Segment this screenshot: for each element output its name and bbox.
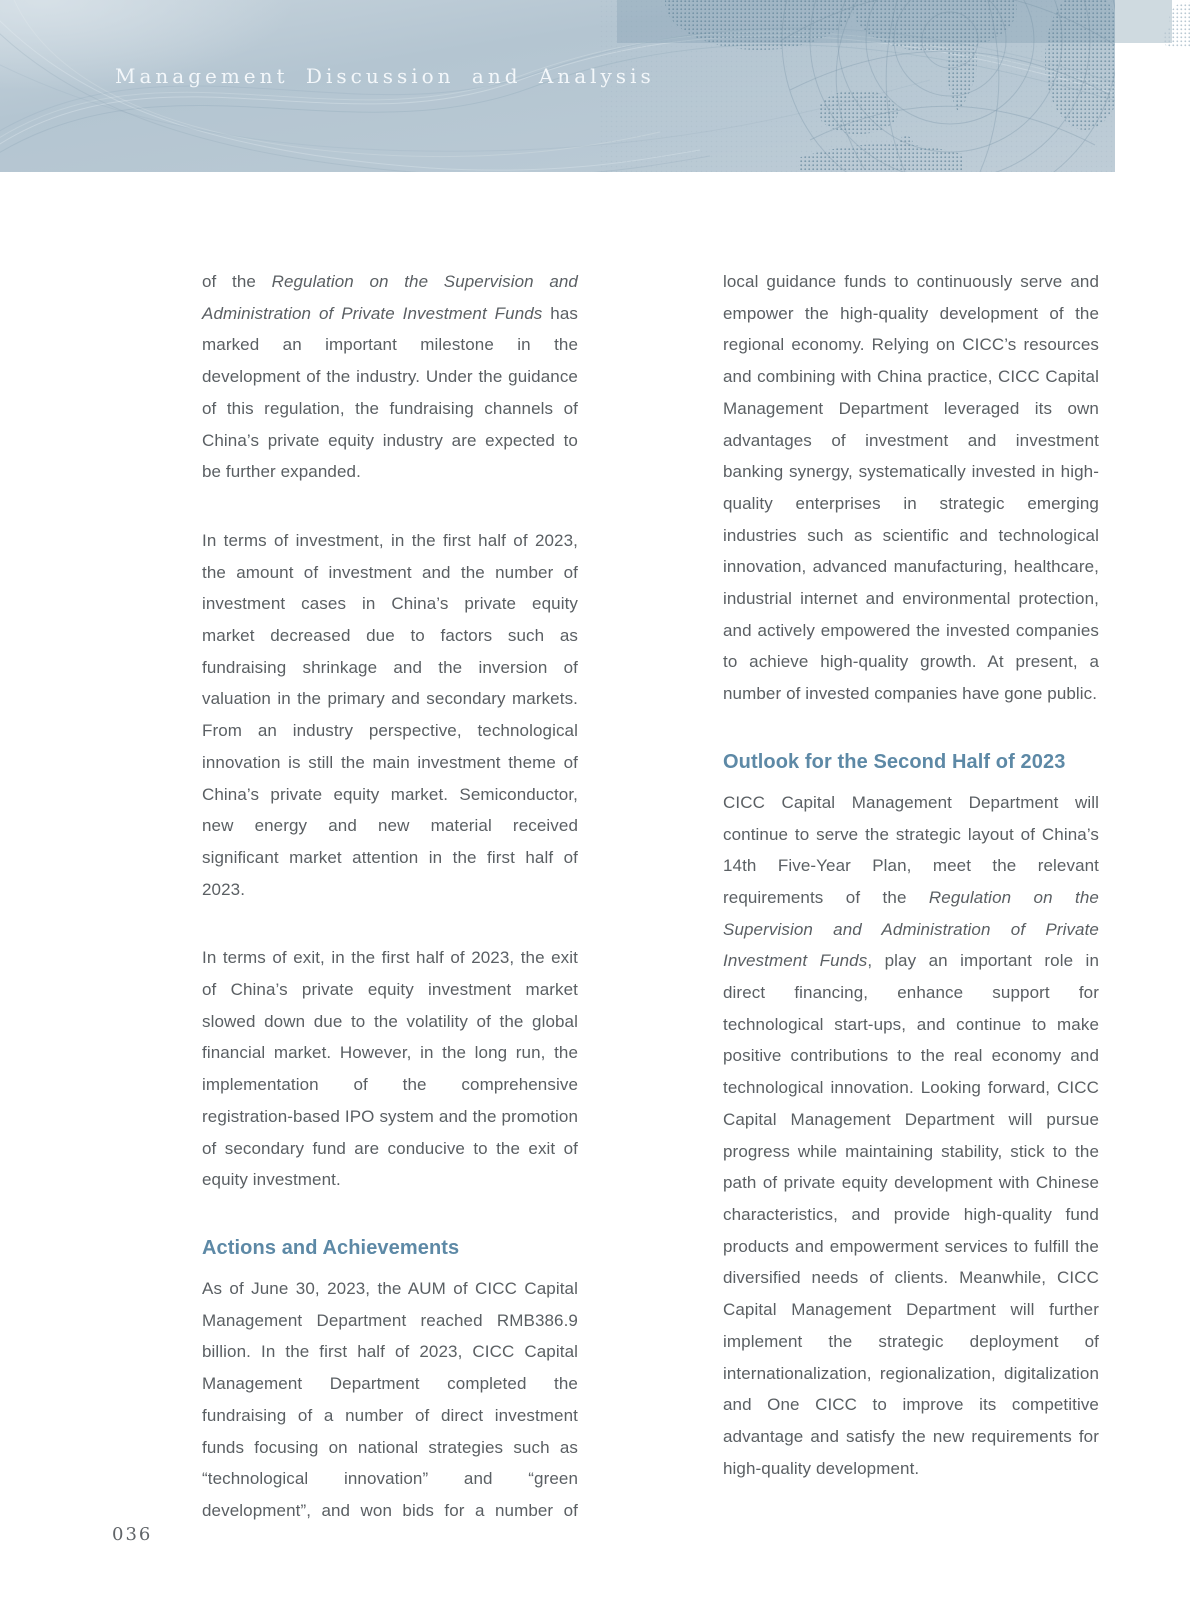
section-heading-outlook-second-half: Outlook for the Second Half of 2023 (723, 750, 1066, 773)
page-title: Management Discussion and Analysis (115, 64, 655, 88)
page-number: 036 (112, 1524, 153, 1545)
banner-top-band (617, 0, 1115, 43)
paragraph: CICC Capital Management Department will continue to serve the strategic layout of China’s 14th Five-Year Plan, meet the relevant requirements of the Regulation on the Supervision and Administration of Private Investment Funds, play an important role in direct financing, enhance support for technological start-ups, and continue to make positive contributions to the real economy and technological innovation. Looking forward, CICC Capital Management Department will pursue progress while maintaining stability, stick to the path of private equity development with Chinese characteristics, and provide high-quality fund products and empowerment services to fulfill the diversified needs of clients. Meanwhile, CICC Capital Management Department will further implement the strategic deployment of internationalization, regionalization, digitalization and One CICC to improve its competitive advantage and satisfy the new requirements for high-quality development. (723, 792, 1099, 1478)
paragraph: In terms of exit, in the first half of 2023, the exit of China’s private equity investment market slowed down due to the volatility of the global financial market. However, in the long run, the implementation of the comprehensive registration-based IPO system and the promotion of secondary fund are conducive to the exit of equity investment. (202, 948, 578, 1190)
paragraph: of the Regulation on the Supervision and Administration of Private Investment Funds has marked an important milestone in the development of the industry. Under the guidance of this regulation, the fundraising channels of China’s private equity industry are expected to be further expanded. (202, 272, 578, 482)
column-left (202, 266, 578, 1564)
section-heading-actions-and-achievements: Actions and Achievements (202, 1236, 460, 1259)
italic-regulation-title: Regulation on the Supervision and Administration of Private Investment Funds (723, 887, 1099, 971)
corner-dot-pattern (1152, 0, 1190, 50)
paragraph: As of June 30, 2023, the AUM of CICC Capital Management Department reached RMB386.9 billion. In the first half of 2023, CICC Capital Management Department completed the fundraising of a number of direct investment funds focusing on national strategies such as “technological innovation” and “green development”, and won bids for a number of (202, 1278, 578, 1520)
paragraph: In terms of investment, in the first half of 2023, the amount of investment and the number of investment cases in China’s private equity market decreased due to factors such as fundraising shrinkage and the inversion of valuation in the primary and secondary markets. From an industry perspective, technological innovation is still the main investment theme of China’s private equity market. Semiconductor, new energy and new material received significant market attention in the first half of 2023. (202, 530, 578, 899)
column-right (723, 266, 1099, 1521)
italic-regulation-title: Regulation on the Supervision and Administration of Private Investment Funds (202, 272, 578, 323)
header-banner (0, 0, 1115, 172)
paragraph: local guidance funds to continuously serve and empower the high-quality development of the regional economy. Relying on CICC’s resources and combining with China practice, CICC Capital Management Department leveraged its own advantages of investment and investment banking synergy, systematically invested in high-quality enterprises in strategic emerging industries such as scientific and technological innovation, advanced manufacturing, healthcare, industrial internet and environmental protection, and actively empowered the invested companies to achieve high-quality growth. At present, a number of invested companies have gone public. (723, 272, 1099, 704)
